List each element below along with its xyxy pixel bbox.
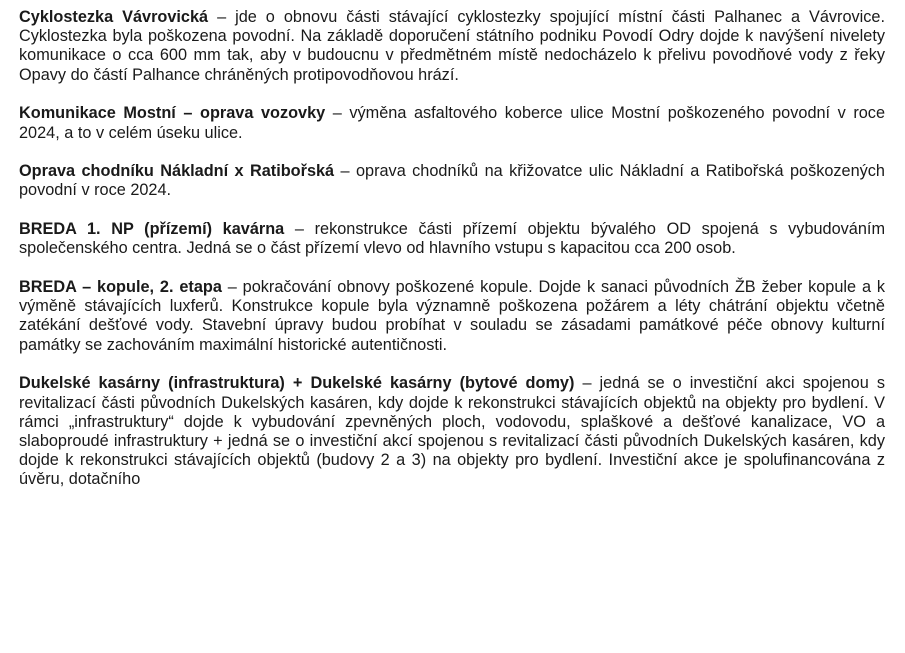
paragraph-text: – jedná se o investiční akci spojenou s revitalizací části původních Dukelských kasáren, kdy dojde k rekonstrukci stávajících objektů na objekty pro bydlení. V rámci „infrastruktury“ dojde k vybudování zpevněných ploch, vodovodu, splaškové a dešťové kanalizace, VO a slaboproudé infrastruktury + jedná se o investiční akcí spojenou s revitalizací části původních Dukelských kasáren, kdy dojde k rekonstrukci stávajících objektů (budovy 2 a 3) na objekty pro bydlení. Investiční akce je spolufinancována z úvěru, dotačního	[19, 374, 885, 489]
paragraph-title: BREDA – kopule, 2. etapa	[19, 278, 222, 297]
paragraph-komunikace-mostni	[19, 104, 885, 142]
paragraph-text: – oprava chodníků na křižovatce ulic Nákladní a Ratibořská poškozených povodní v roce 2024.	[19, 162, 885, 200]
document-body	[19, 8, 885, 509]
paragraph-text: – rekonstrukce části přízemí objektu bývalého OD spojená s vybudováním společenského centra. Jedná se o část přízemí vlevo od hlavního vstupu s kapacitou cca 200 osob.	[19, 220, 886, 258]
paragraph-title: BREDA 1. NP (přízemí) kavárna	[19, 220, 285, 239]
paragraph-title: Cyklostezka Vávrovická	[19, 8, 209, 26]
paragraph-title: Oprava chodníku Nákladní x Ratibořská	[19, 162, 335, 181]
paragraph-dukelske-kasarny	[19, 374, 885, 489]
paragraph-oprava-chodniku	[19, 162, 885, 200]
paragraph-text: – pokračování obnovy poškozené kopule. Dojde k sanaci původních ŽB žeber kopule a k výměně stávajících luxferů. Konstrukce kopule byla významně poškozena požárem a léty chátrání objektu včetně zatékání dešťové vody. Stavební úpravy budou probíhat v souladu se zásadami památkové péče obnovy kulturní památky se zachováním maximální historické autentičnosti.	[19, 278, 885, 354]
paragraph-text: – jde o obnovu části stávající cyklostezky spojující místní části Palhanec a Vávrovice. Cyklostezka byla poškozena povodní. Na základě doporučení státního podniku Povodí Odry dojde k navýšení nivelety komunikace o cca 600 mm tak, aby v budoucnu v předmětném místě nedocházelo k přelivu povodňové vody z řeky Opavy do částí Palhance chráněných protipovodňovou hrází.	[19, 8, 885, 84]
paragraph-title: Komunikace Mostní – oprava vozovky	[19, 104, 326, 123]
paragraph-cyklostezka-vavrovicka	[19, 8, 885, 85]
paragraph-title: Dukelské kasárny (infrastruktura) + Dukelské kasárny (bytové domy)	[19, 374, 575, 393]
paragraph-text: – výměna asfaltového koberce ulice Mostní poškozeného povodní v roce 2024, a to v celém úseku ulice.	[19, 104, 885, 142]
paragraph-breda-kavarna	[19, 220, 885, 258]
paragraph-breda-kopule	[19, 278, 885, 355]
